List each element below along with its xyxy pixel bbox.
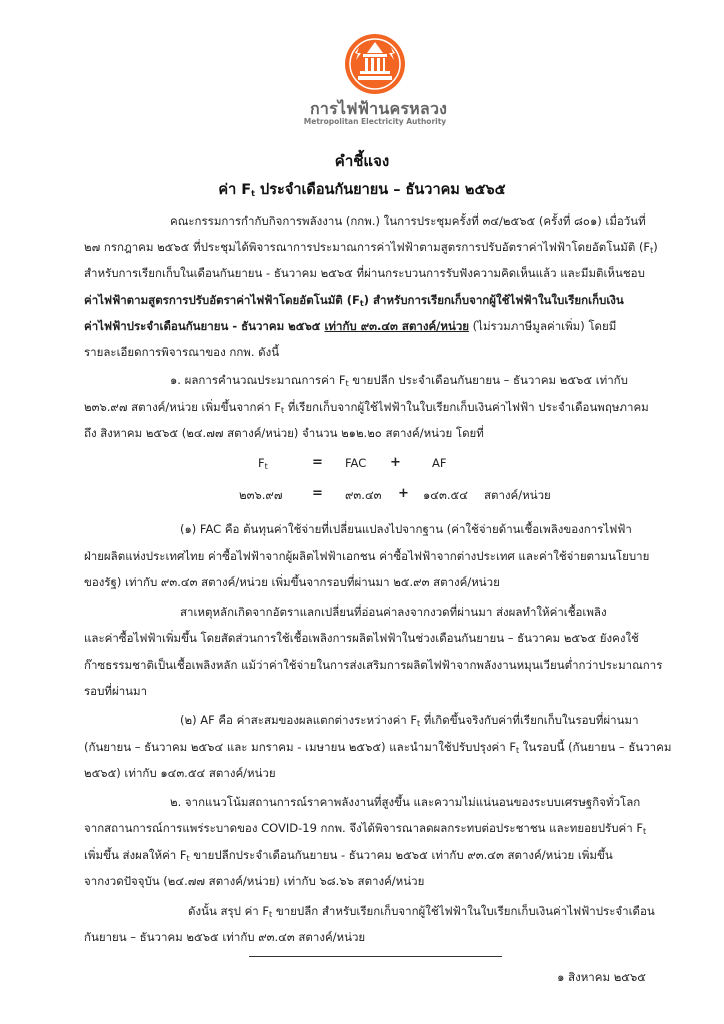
fac-line-2: ฝ่ายผลิตแห่งประเทศไทย ค่าซื้อไฟฟ้าจากผู้ผลิตไฟฟ้าเอกชน ค่าซื้อไฟฟ้าจากต่างประเทศ และค่าใช้จ่ายตามนโยบาย xyxy=(84,549,650,563)
formula-plus: + xyxy=(390,455,401,470)
formula-fac: FAC xyxy=(345,456,367,470)
ft-rate-highlight: เท่ากับ ๙๓.๔๓ สตางค์/หน่วย xyxy=(324,319,470,333)
formula-unit: สตางค์/หน่วย xyxy=(484,488,551,502)
intro-line-6: รายละเอียดการพิจารณาของ กกพ. ดังนี้ xyxy=(84,345,280,359)
formula-equals: = xyxy=(312,455,323,470)
formula-equals-2: = xyxy=(312,486,323,501)
section-2-line-4: จากงวดปัจจุบัน (๒๔.๗๗ สตางค์/หน่วย) เท่ากับ ๖๘.๖๖ สตางค์/หน่วย xyxy=(84,874,425,888)
divider-line xyxy=(249,956,502,957)
formula-plus-2: + xyxy=(398,486,409,501)
formula-af-value: ๑๔๓.๕๔ xyxy=(423,488,468,502)
formula-ft: $F_t$ xyxy=(258,456,268,471)
formula-af: AF xyxy=(432,456,447,470)
section-2-line-1: ๒. จากแนวโน้มสถานการณ์ราคาพลังงานที่สูงขึ้น และความไม่แน่นอนของระบบเศรษฐกิจทั่วโลก xyxy=(170,795,641,809)
mea-logo-icon xyxy=(344,33,406,95)
section-1-line-2: ๒๓๖.๙๗ สตางค์/หน่วย เพิ่มขึ้นจากค่า $F_t$ ที่เรียกเก็บจากผู้ใช้ไฟฟ้าในใบเรียกเก็บเงินค่าไฟฟ้า ประจำเดือนพฤษภาคม xyxy=(84,400,649,415)
fac-line-7: รอบที่ผ่านมา xyxy=(84,684,148,698)
conclusion-line-2: กันยายน – ธันวาคม ๒๕๖๕ เท่ากับ ๙๓.๔๓ สตางค์/หน่วย xyxy=(84,930,366,944)
fac-line-3: ของรัฐ) เท่ากับ ๙๓.๔๓ สตางค์/หน่วย เพิ่มขึ้นจากรอบที่ผ่านมา ๒๕.๙๓ สตางค์/หน่วย xyxy=(84,575,500,589)
intro-line-5: ค่าไฟฟ้าประจำเดือนกันยายน - ธันวาคม ๒๕๖๕ เท่ากับ ๙๓.๔๓ สตางค์/หน่วย (ไม่รวมภาษีมูลค่าเพิ่ม) โดยมี xyxy=(84,319,617,333)
document-date: ๑ สิงหาคม ๒๕๖๕ xyxy=(557,970,646,984)
section-1-line-1: ๑. ผลการคำนวณประมาณการค่า $F_t$ ขายปลีก ประจำเดือนกันยายน – ธันวาคม ๒๕๖๕ เท่ากับ xyxy=(170,373,628,388)
formula-ft-value: ๒๓๖.๙๗ xyxy=(239,488,283,502)
intro-line-2: ๒๗ กรกฎาคม ๒๕๖๕ ที่ประชุมได้พิจารณาการประมาณการค่าไฟฟ้าตามสูตรการปรับอัตราค่าไฟฟ้าโดยอัตโนมัติ $(F_t)$ xyxy=(84,240,658,255)
formula-fac-value: ๙๓.๔๓ xyxy=(345,488,382,502)
fac-line-1: (๑) FAC คือ ต้นทุนค่าใช้จ่ายที่เปลี่ยนแปลงไปจากฐาน (ค่าใช้จ่ายด้านเชื้อเพลิงของการไฟฟ้า xyxy=(180,522,632,536)
fac-line-4: สาเหตุหลักเกิดจากอัตราแลกเปลี่ยนที่อ่อนค่าลงจากงวดที่ผ่านมา ส่งผลทำให้ค่าเชื้อเพลิง xyxy=(180,605,607,619)
af-line-2: (กันยายน – ธันวาคม ๒๕๖๔ และ มกราคม - เมษายน ๒๕๖๕) และนำมาใช้ปรับปรุงค่า $F_t$ ในรอบนี้ (กันยายน – ธันวาคม xyxy=(84,740,672,755)
af-line-1: (๒) AF คือ ค่าสะสมของผลแตกต่างระหว่างค่า $F_t$ ที่เกิดขึ้นจริงกับค่าที่เรียกเก็บในรอบที่ผ่านมา xyxy=(180,713,639,728)
intro-line-4: ค่าไฟฟ้าตามสูตรการปรับอัตราค่าไฟฟ้าโดยอัตโนมัติ $(F_t)$ สำหรับการเรียกเก็บจากผู้ใช้ไฟฟ้าในใบเรียกเก็บเงิน xyxy=(84,293,624,308)
section-2-line-3: เพิ่มขึ้น ส่งผลให้ค่า $F_t$ ขายปลีกประจำเดือนกันยายน - ธันวาคม ๒๕๖๕ เท่ากับ ๙๓.๔๓ สตางค์/หน่วย เพิ่มขึ้น xyxy=(84,848,613,863)
document-subtitle: ค่า $F_t$ ประจำเดือนกันยายน – ธันวาคม ๒๕๖๕ xyxy=(218,182,506,198)
af-line-3: ๒๕๖๕) เท่ากับ ๑๔๓.๕๔ สตางค์/หน่วย xyxy=(84,766,276,780)
org-name-english: Metropolitan Electricity Authority xyxy=(303,117,447,126)
intro-line-1: คณะกรรมการกำกับกิจการพลังงาน (กกพ.) ในการประชุมครั้งที่ ๓๔/๒๕๖๕ (ครั้งที่ ๘๐๑) เมื่อวันที่ xyxy=(170,214,646,228)
org-name-thai: การไฟฟ้านครหลวง xyxy=(310,99,448,118)
fac-line-5: และค่าซื้อไฟฟ้าเพิ่มขึ้น โดยสัดส่วนการใช้เชื้อเพลิงการผลิตไฟฟ้าในช่วงเดือนกันยายน – ธันวาคม ๒๕๖๕ ยังคงใช้ xyxy=(84,631,639,645)
fac-line-6: ก๊าซธรรมชาติเป็นเชื้อเพลิงหลัก แม้ว่าค่าใช้จ่ายในการส่งเสริมการผลิตไฟฟ้าจากพลังงานหมุนเวียนต่ำกว่าประมาณการ xyxy=(84,658,663,672)
conclusion-line-1: ดังนั้น สรุป ค่า $F_t$ ขายปลีก สำหรับเรียกเก็บจากผู้ใช้ไฟฟ้าในใบเรียกเก็บเงินค่าไฟฟ้าประจำเดือน xyxy=(188,904,655,919)
section-1-line-3: ถึง สิงหาคม ๒๕๖๕ (๒๔.๗๗ สตางค์/หน่วย) จำนวน ๒๑๒.๒๐ สตางค์/หน่วย โดยที่ xyxy=(84,426,484,440)
section-2-line-2: จากสถานการณ์การแพร่ระบาดของ COVID-19 กกพ. จึงได้พิจารณาลดผลกระทบต่อประชาชน และทยอยปรับค่า $F_t$ xyxy=(84,821,647,836)
document-title: คำชี้แจง xyxy=(334,152,390,170)
intro-line-3: สำหรับการเรียกเก็บในเดือนกันยายน - ธันวาคม ๒๕๖๕ ที่ผ่านกระบวนการรับฟังความคิดเห็นแล้ว และมีมติเห็นชอบ xyxy=(84,266,645,280)
